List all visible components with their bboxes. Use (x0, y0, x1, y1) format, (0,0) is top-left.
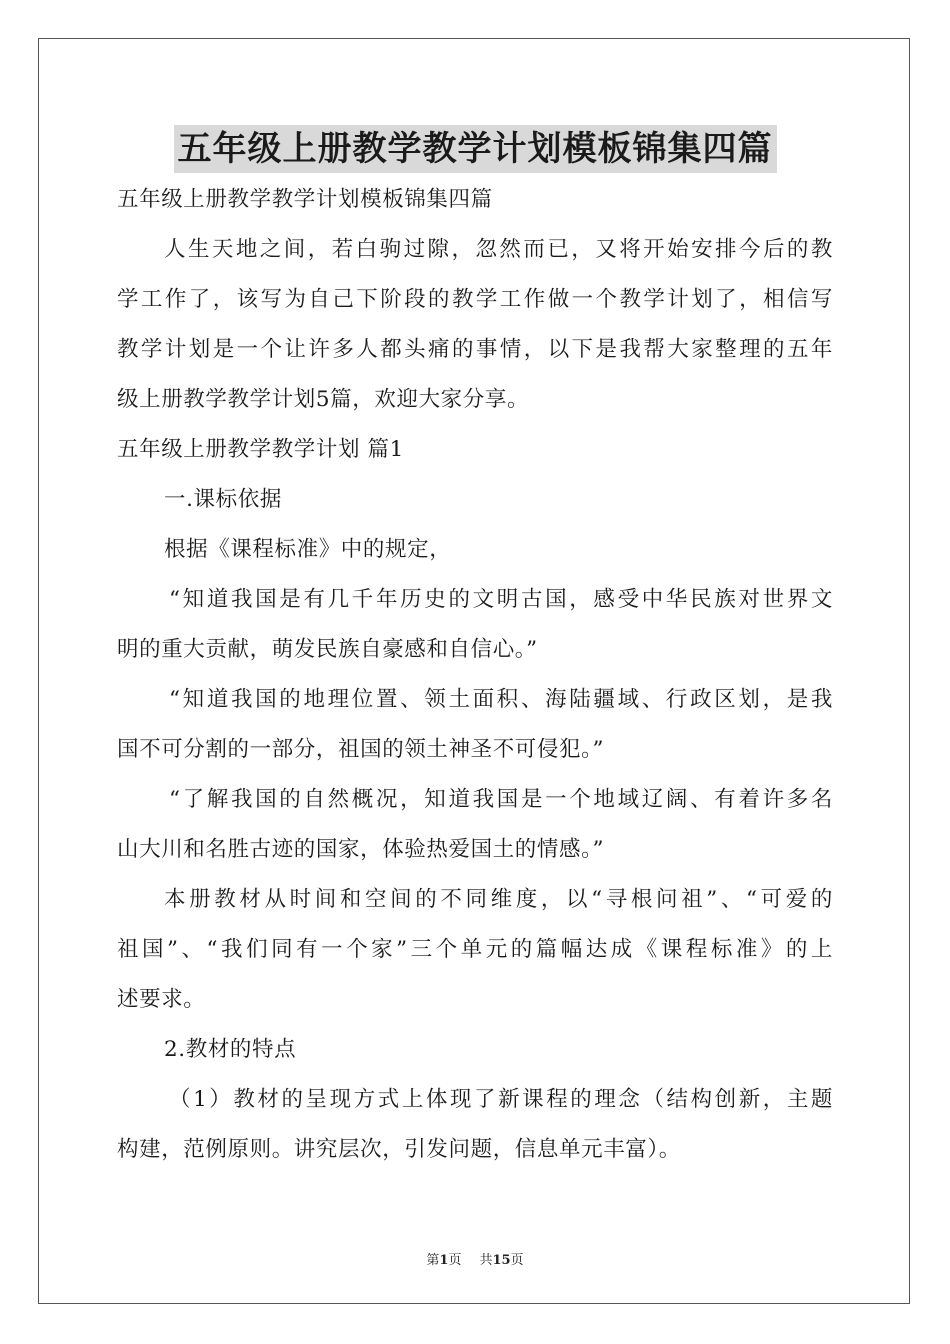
paragraph-line: 人生天地之间，若白驹过隙，忽然而已，又将开始安排今后的教 (164, 237, 833, 262)
section-heading: 五年级上册教学教学计划 篇1 (117, 437, 404, 462)
footer-total-prefix: 共 (479, 1253, 493, 1268)
subtitle-line: 五年级上册教学教学计划模板锦集四篇 (117, 187, 493, 212)
quote-line: 山大川和名胜古迹的国家，体验热爱国土的情感。” (117, 837, 605, 862)
quote-line: “知道我国的地理位置、领土面积、海陆疆域、行政区划，是我 (169, 687, 833, 712)
quote-line: “了解我国的自然概况，知道我国是一个地域辽阔、有着许多名 (169, 787, 833, 812)
paragraph-line: 本册教材从时间和空间的不同维度，以“寻根问祖”、“可爱的 (164, 887, 833, 912)
footer-total-suffix: 页 (510, 1253, 524, 1268)
paragraph-line: 学工作了，该写为自己下阶段的教学工作做一个教学计划了，相信写 (117, 287, 833, 312)
quote-line: 明的重大贡献，萌发民族自豪感和自信心。” (117, 637, 538, 662)
footer-total-pages: 15 (492, 1253, 511, 1268)
footer-page-suffix: 页 (448, 1253, 462, 1268)
paragraph-line: 述要求。 (117, 987, 206, 1012)
paragraph-line: 构建，范例原则。讲究层次，引发问题，信息单元丰富）。 (117, 1137, 681, 1162)
subsection-heading: 一.课标依据 (164, 487, 282, 512)
footer-page-number: 1 (439, 1253, 449, 1268)
paragraph-line: 级上册教学教学计划5篇，欢迎大家分享。 (117, 387, 530, 412)
paragraph-line: （1）教材的呈现方式上体现了新课程的理念（结构创新，主题 (169, 1087, 833, 1112)
paragraph-line: 祖国”、“我们同有一个家”三个单元的篇幅达成《课程标准》的上 (117, 937, 833, 962)
page-footer (0, 1249, 950, 1268)
paragraph-line: 教学计划是一个让许多人都头痛的事情，以下是我帮大家整理的五年 (117, 337, 833, 362)
document-body (117, 175, 833, 1175)
document-title: 五年级上册教学教学计划模板锦集四篇 (174, 125, 777, 173)
title-container (0, 125, 950, 173)
footer-page-prefix: 第 (426, 1253, 440, 1268)
paragraph-line: 根据《课程标准》中的规定， (164, 537, 452, 562)
quote-line: 国不可分割的一部分，祖国的领土神圣不可侵犯。” (117, 737, 605, 762)
subsection-heading: 2.教材的特点 (164, 1037, 297, 1062)
quote-line: “知道我国是有几千年历史的文明古国，感受中华民族对世界文 (169, 587, 833, 612)
